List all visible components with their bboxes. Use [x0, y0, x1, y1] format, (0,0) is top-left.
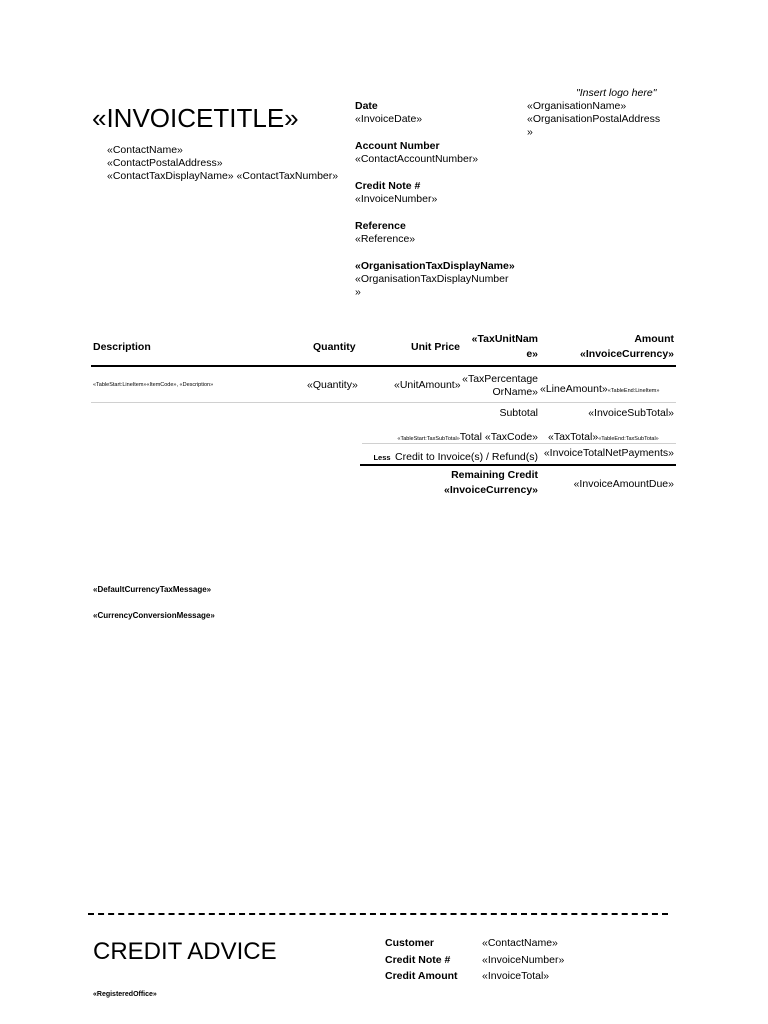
org-tax-number: «OrganisationTaxDisplayNumber — [355, 273, 509, 285]
contact-tax: «ContactTaxDisplayName» «ContactTaxNumber» — [107, 170, 339, 182]
advice-credit-amount-value: «InvoiceTotal» — [482, 970, 550, 982]
credit-note-value: «InvoiceNumber» — [355, 193, 438, 205]
amount-header-line1: Amount — [634, 333, 674, 345]
credit-note-label: Credit Note # — [355, 180, 421, 192]
reference-value: «Reference» — [355, 233, 416, 245]
contact-postal-address: «ContactPostalAddress» — [107, 157, 223, 169]
row-tax-line1: «TaxPercentage — [462, 373, 538, 385]
remaining-credit-line1: Remaining Credit — [451, 469, 538, 481]
advice-credit-amount-label: Credit Amount — [385, 970, 458, 982]
logo-placeholder: "Insert logo here" — [576, 87, 657, 99]
remaining-credit-line2: «InvoiceCurrency» — [444, 484, 538, 496]
credit-advice-title: CREDIT ADVICE — [93, 938, 277, 965]
org-tax-label: «OrganisationTaxDisplayName» — [355, 260, 515, 272]
subtotal-value: «InvoiceSubTotal» — [588, 407, 674, 419]
tax-code-label: Total «TaxCode» — [459, 431, 538, 443]
tax-rule — [362, 443, 676, 444]
tax-header-line2: e» — [526, 348, 538, 360]
col-tax-header — [460, 333, 538, 361]
less-credit-value: «InvoiceTotalNetPayments» — [543, 447, 674, 459]
subtotal-label: Subtotal — [499, 407, 538, 419]
organisation-postal-address-end: » — [527, 126, 533, 138]
table-end-lineitem: «TableEnd:LineItem» — [607, 388, 660, 394]
item-code-description: «ItemCode», «Description» — [146, 382, 214, 388]
totals-rule — [360, 464, 676, 466]
table-header-rule — [91, 365, 676, 367]
remaining-credit-value: «InvoiceAmountDue» — [573, 478, 674, 490]
tax-header-line1: «TaxUnitNam — [471, 333, 538, 345]
row-quantity: «Quantity» — [307, 379, 358, 391]
date-label: Date — [355, 100, 378, 112]
organisation-block — [527, 100, 660, 139]
invoice-title: «INVOICETITLE» — [92, 103, 299, 133]
org-tax-number-end: » — [355, 286, 361, 298]
col-amount-header — [560, 333, 674, 361]
tear-off-line — [88, 913, 668, 915]
registered-office: «RegisteredOffice» — [93, 991, 157, 998]
advice-labels — [385, 935, 458, 985]
invoice-fields — [355, 100, 515, 299]
date-value: «InvoiceDate» — [355, 113, 423, 125]
account-number-value: «ContactAccountNumber» — [355, 153, 479, 165]
row-line-amount — [540, 379, 659, 397]
col-description-header: Description — [93, 341, 151, 353]
remaining-credit-label — [400, 469, 538, 497]
table-start-lineitem: «TableStart:LineItem» — [93, 382, 147, 388]
reference-label: Reference — [355, 220, 406, 232]
advice-values — [482, 935, 564, 985]
row-rule — [91, 402, 676, 403]
advice-customer-label: Customer — [385, 937, 435, 949]
table-start-taxsubtotal: «TableStart:TaxSubTotal» — [397, 436, 460, 442]
contact-block — [107, 144, 338, 183]
table-end-taxsubtotal: «TableEnd:TaxSubTotal» — [598, 436, 659, 442]
contact-name: «ContactName» — [107, 144, 183, 156]
organisation-postal-address: «OrganisationPostalAddress — [527, 113, 661, 125]
less-credit-label — [330, 447, 538, 465]
col-unit-price-header: Unit Price — [411, 341, 461, 353]
organisation-name: «OrganisationName» — [527, 100, 627, 112]
tax-total: «TaxTotal» — [548, 431, 599, 443]
line-amount: «LineAmount» — [540, 383, 608, 395]
advice-customer-value: «ContactName» — [482, 937, 558, 949]
row-unit-amount: «UnitAmount» — [394, 379, 461, 391]
currency-conversion-message: «CurrencyConversionMessage» — [93, 611, 215, 620]
row-tax-line2: OrName» — [492, 386, 538, 398]
advice-credit-note-label: Credit Note # — [385, 953, 451, 966]
col-quantity-header: Quantity — [313, 341, 356, 353]
less-small: Less — [373, 453, 391, 462]
row-description — [93, 382, 213, 388]
row-tax — [460, 373, 538, 399]
credit-refund-label: Credit to Invoice(s) / Refund(s) — [395, 451, 538, 463]
account-number-label: Account Number — [355, 140, 440, 152]
default-tax-message: «DefaultCurrencyTaxMessage» — [93, 585, 212, 594]
amount-header-line2: «InvoiceCurrency» — [580, 348, 674, 360]
advice-credit-note-value: «InvoiceNumber» — [482, 953, 565, 966]
